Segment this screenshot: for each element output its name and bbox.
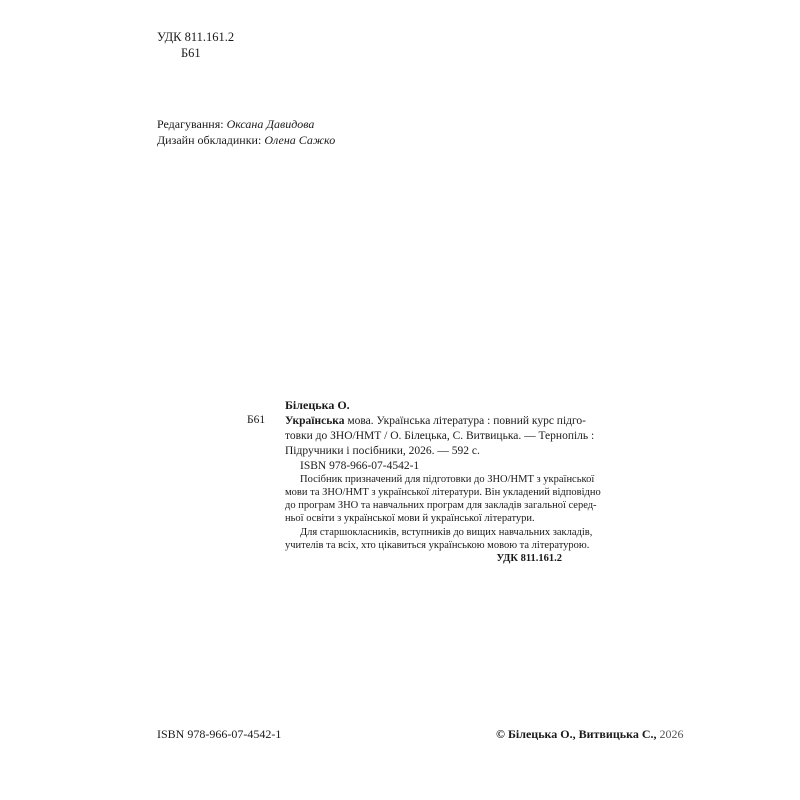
credit-cover-designer bbox=[157, 133, 335, 147]
annotation-line-6: учителів та всіх, хто цікавиться українською мовою та літературою. bbox=[285, 540, 590, 551]
card-title-line bbox=[285, 414, 586, 428]
copyright-year: 2026 bbox=[656, 727, 684, 741]
credit-editor bbox=[157, 117, 314, 131]
card-author: Білецька О. bbox=[285, 398, 350, 412]
credit-cover-name: Олена Сажко bbox=[264, 133, 336, 147]
annotation-line-5: Для старшокласників, вступників до вищих навчальних закладів, bbox=[300, 527, 593, 538]
annotation-line-2: мови та ЗНО/НМТ з української літератури. Він укладений відповідно bbox=[285, 487, 601, 498]
footer-isbn: ISBN 978-966-07-4542-1 bbox=[157, 727, 282, 741]
udk-card-bottom: УДК 811.161.2 bbox=[496, 553, 562, 564]
card-isbn: ISBN 978-966-07-4542-1 bbox=[300, 460, 420, 472]
card-line-3: Підручники і посібники, 2026. — 592 с. bbox=[285, 445, 480, 457]
credit-cover-label: Дизайн обкладинки: bbox=[157, 133, 265, 147]
udk-header: УДК 811.161.2 bbox=[157, 30, 235, 44]
copyright-holders: © Білецька О., Витвицька С., bbox=[496, 727, 657, 741]
credit-editor-label: Редагування: bbox=[157, 117, 227, 131]
credit-editor-name: Оксана Давидова bbox=[226, 117, 315, 131]
annotation-line-1: Посібник призначений для підготовки до ЗНО/НМТ з української bbox=[300, 474, 595, 485]
footer-copyright bbox=[496, 727, 683, 742]
card-author-sign: Б61 bbox=[247, 414, 266, 426]
card-line-2: товки до ЗНО/НМТ / О. Білецька, С. Витвицька. — Тернопіль : bbox=[285, 430, 595, 442]
annotation-line-4: ньої освіти з української мови й української літератури. bbox=[285, 513, 535, 524]
annotation-line-3: до програм ЗНО та навчальних програм для закладів загальної серед- bbox=[285, 500, 597, 511]
card-title-bold: Українська bbox=[285, 415, 345, 427]
author-sign-header: Б61 bbox=[181, 46, 201, 60]
card-title-rest: мова. Українська література : повний курс підго- bbox=[344, 415, 587, 427]
